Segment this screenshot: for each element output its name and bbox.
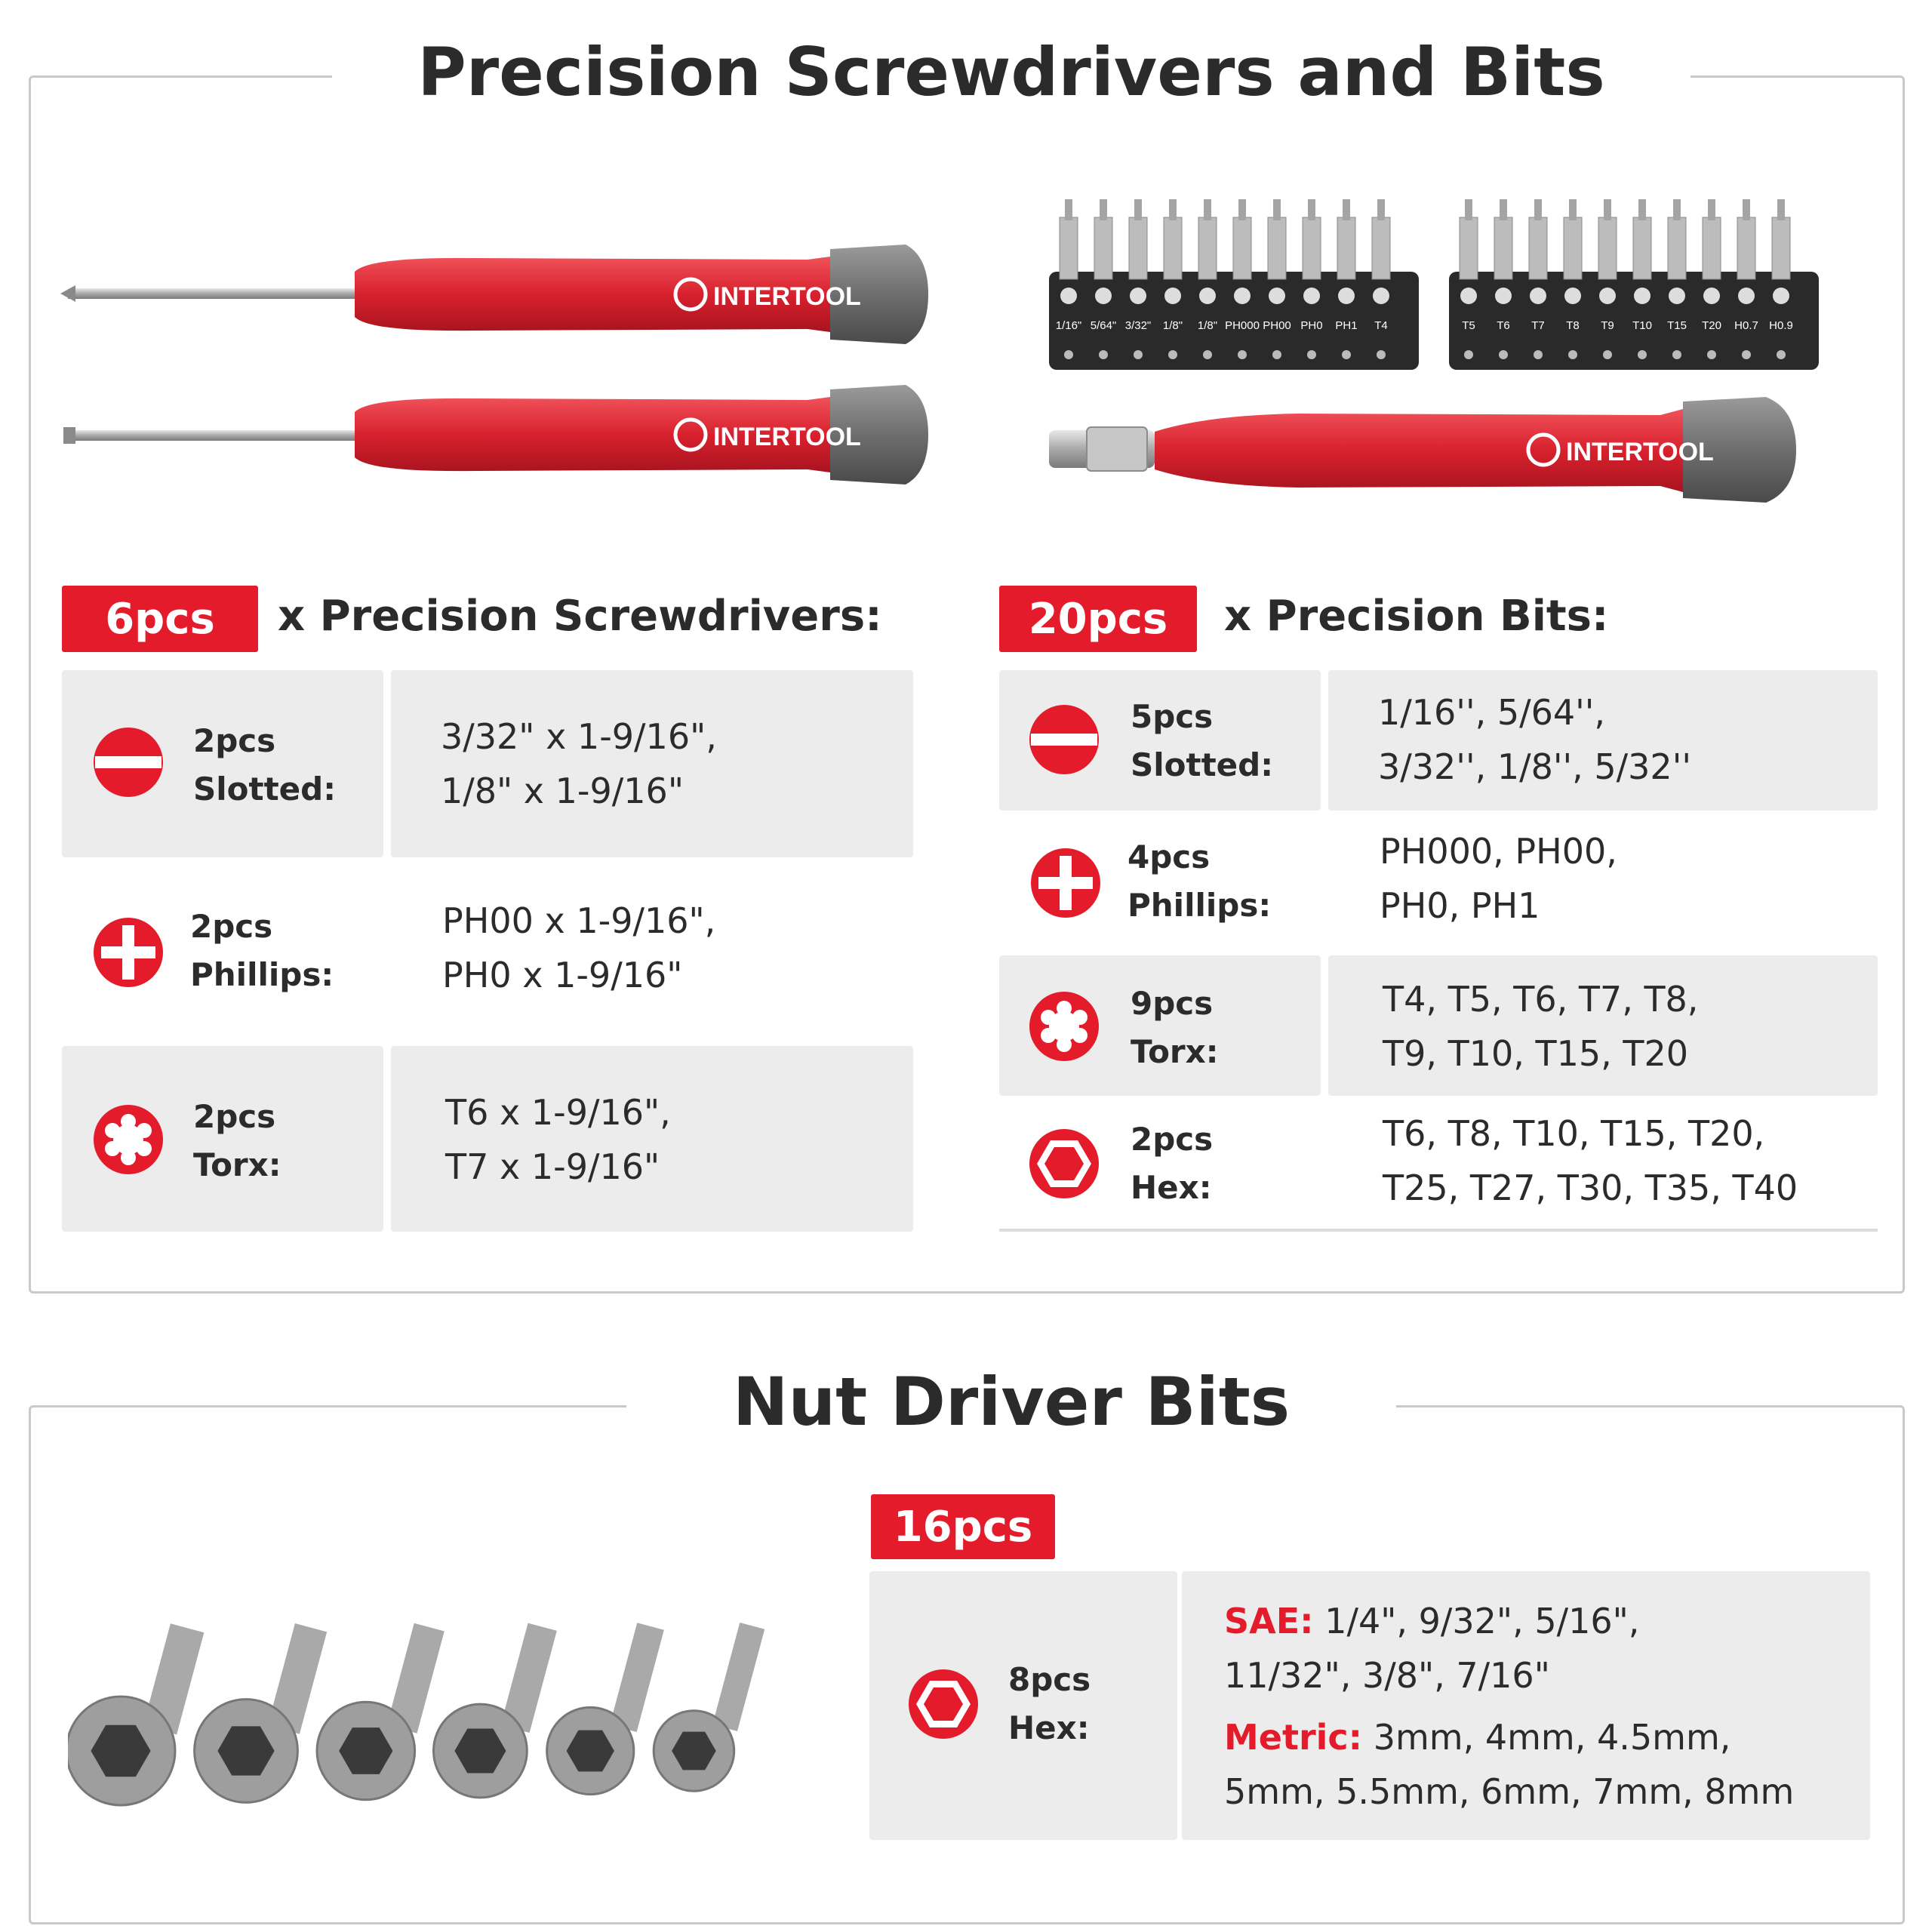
- bit-row-1-sizes: 1/16'', 5/64'', 3/32'', 1/8'', 5/32'': [1378, 692, 1691, 787]
- hex-icon: [907, 1668, 980, 1740]
- screwdriver-slotted: [63, 385, 928, 485]
- bit-label: T5: [1462, 319, 1475, 332]
- svg-text:INTERTOOL: INTERTOOL: [1566, 438, 1714, 466]
- screwdriver-row-3-sizes: T6 x 1-9/16", T7 x 1-9/16": [445, 1092, 671, 1187]
- screwdriver-row-2-qty: 2pcs Phillips:: [190, 908, 334, 993]
- bit-row-4-qty: 2pcs Hex:: [1131, 1121, 1214, 1206]
- screwdriver-row-1-sizes: 3/32" x 1-9/16", 1/8" x 1-9/16": [441, 716, 717, 811]
- nut-driver-bit: [433, 1623, 556, 1798]
- badge-bits-count: 20pcs: [999, 586, 1197, 652]
- heading-bits: x Precision Bits:: [1224, 592, 1609, 641]
- bit-row-3-sizes: T4, T5, T6, T7, T8, T9, T10, T15, T20: [1383, 979, 1699, 1074]
- metric-label: Metric:: [1224, 1717, 1363, 1758]
- bit-driver: [1049, 397, 1796, 503]
- bit-label: PH00: [1263, 319, 1291, 332]
- bit-label: T7: [1531, 319, 1545, 332]
- nut-driver-bit: [195, 1623, 328, 1802]
- nut-metric-sizes: Metric: 3mm, 4mm, 4.5mm, 5mm, 5.5mm, 6mm, 7mm, 8mm: [1224, 1717, 1795, 1812]
- bit-label: T9: [1601, 319, 1614, 332]
- bit-label: PH000: [1225, 319, 1260, 332]
- bit-row-2-qty: 4pcs Phillips:: [1128, 838, 1272, 924]
- bit-row-1-qty: 5pcs Slotted:: [1131, 698, 1273, 783]
- slotted-icon: [92, 726, 165, 798]
- section-title-nut-drivers: Nut Driver Bits: [626, 1369, 1396, 1435]
- bit-label: H0.9: [1769, 319, 1793, 332]
- bit-label: 5/64": [1090, 319, 1117, 332]
- bit-row-2-sizes: PH000, PH00, PH0, PH1: [1380, 831, 1617, 926]
- bit-row-4-sizes: T6, T8, T10, T15, T20, T25, T27, T30, T35, T40: [1383, 1113, 1798, 1208]
- svg-text:INTERTOOL: INTERTOOL: [713, 423, 861, 451]
- bit-label: PH1: [1335, 319, 1358, 332]
- nut-driver-bits-image: [68, 1600, 823, 1841]
- screwdriver-row-2-sizes: PH00 x 1-9/16", PH0 x 1-9/16": [442, 900, 716, 995]
- bit-label: PH0: [1300, 319, 1323, 332]
- badge-screwdrivers-count: 6pcs: [62, 586, 258, 652]
- slotted-icon: [1028, 703, 1100, 776]
- nut-driver-bit: [654, 1623, 764, 1791]
- bit-label: T15: [1667, 319, 1687, 332]
- bit-label: 1/8": [1197, 319, 1218, 332]
- screwdriver-row-3-qty: 2pcs Torx:: [193, 1098, 281, 1183]
- bit-label: H0.7: [1734, 319, 1758, 332]
- nut-driver-bit: [547, 1623, 664, 1794]
- bit-label: 1/16": [1055, 319, 1082, 332]
- bit-label: T20: [1702, 319, 1721, 332]
- bit-label: T6: [1497, 319, 1510, 332]
- badge-nut-count: 16pcs: [871, 1494, 1055, 1559]
- bit-label: T4: [1374, 319, 1388, 332]
- nut-qty: 8pcs Hex:: [1008, 1661, 1091, 1746]
- torx-icon: [92, 1103, 165, 1176]
- screwdriver-phillips: [60, 245, 928, 344]
- screwdriver-row-1-qty: 2pcs Slotted:: [193, 722, 336, 808]
- bit-label: 3/32": [1124, 319, 1152, 332]
- nut-driver-bit: [68, 1623, 204, 1805]
- bits-image: [1041, 189, 1841, 521]
- bit-label: 1/8": [1162, 319, 1183, 332]
- nut-sae-sizes: SAE: 1/4", 9/32", 5/16", 11/32", 3/8", 7/16": [1224, 1601, 1640, 1696]
- phillips-icon: [92, 916, 165, 989]
- bits-table-bottom-line: [999, 1229, 1878, 1232]
- bit-label: T8: [1566, 319, 1580, 332]
- hex-icon: [1028, 1128, 1100, 1200]
- heading-screwdrivers: x Precision Screwdrivers:: [278, 592, 882, 641]
- sae-label: SAE:: [1224, 1601, 1314, 1641]
- section-title-screwdrivers: Precision Screwdrivers and Bits: [332, 39, 1690, 106]
- phillips-icon: [1029, 847, 1102, 919]
- nut-driver-bit: [317, 1623, 445, 1800]
- bit-label: T10: [1632, 319, 1652, 332]
- brand-logo-text: INTERTOOL: [713, 282, 861, 311]
- screwdrivers-image: [53, 226, 958, 498]
- torx-icon: [1028, 990, 1100, 1063]
- bit-row-3-qty: 9pcs Torx:: [1131, 985, 1219, 1070]
